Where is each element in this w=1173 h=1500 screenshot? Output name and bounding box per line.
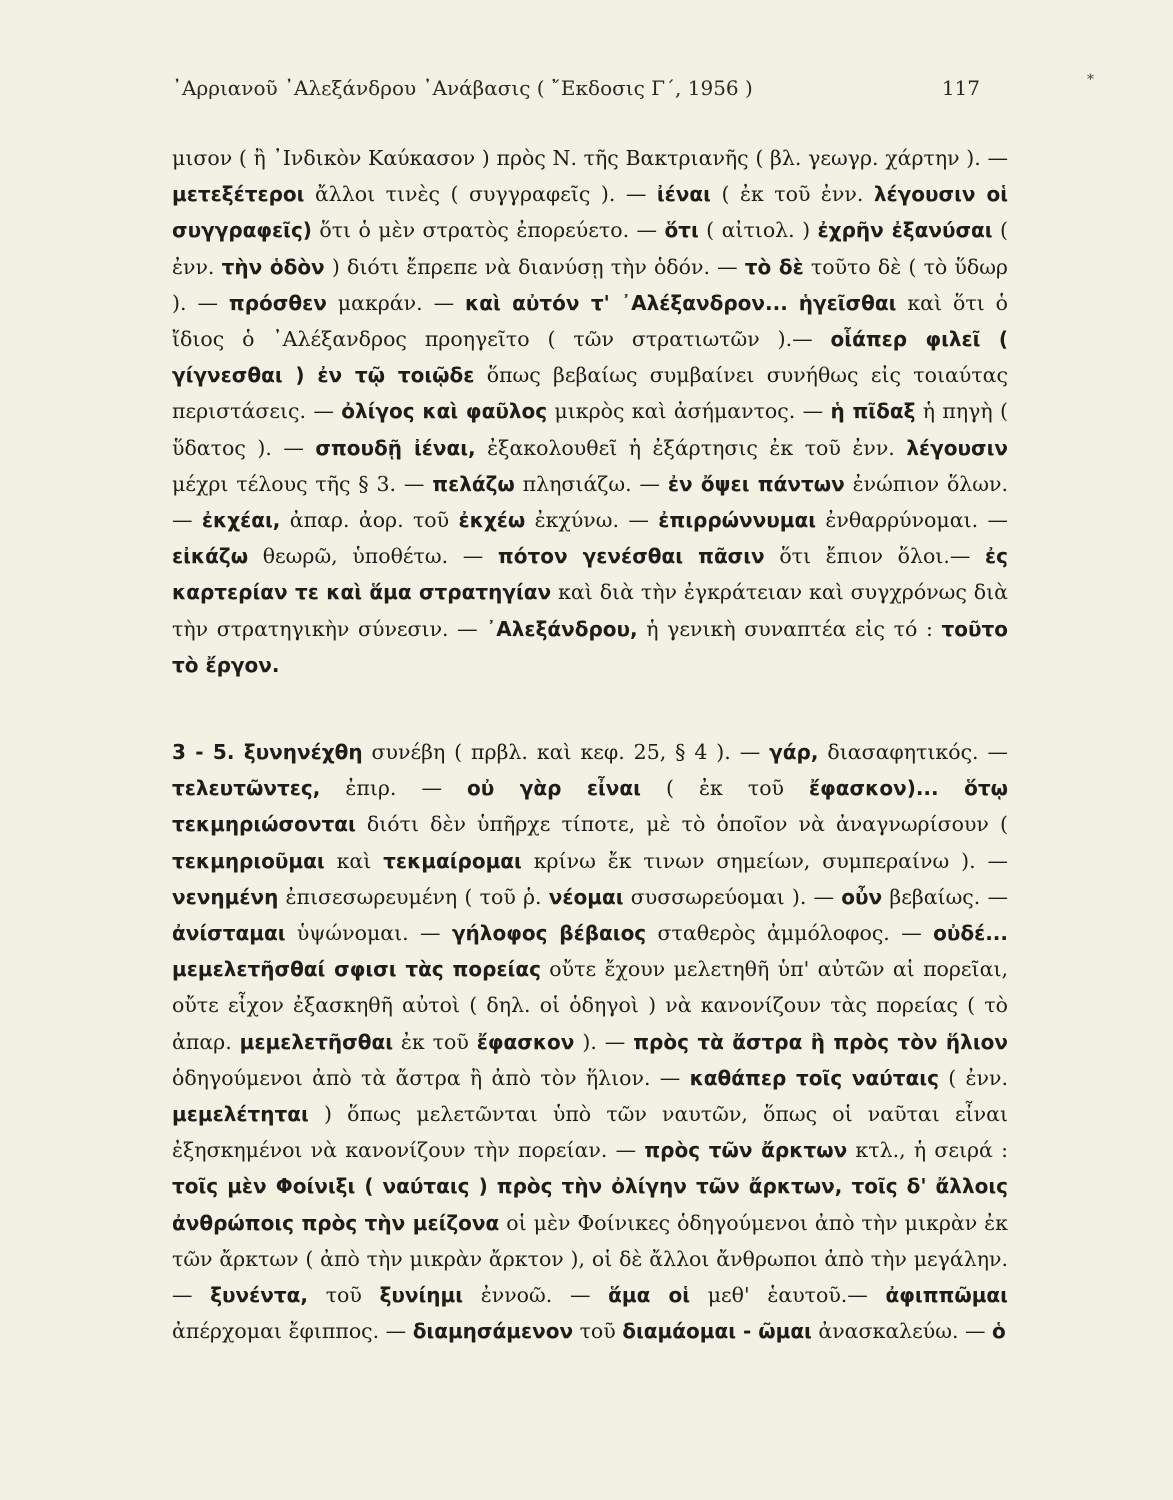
- lemma-term: ἅμα οἱ: [608, 1283, 691, 1308]
- lemma-term: εἰκάζω: [172, 544, 249, 569]
- gloss-text: ἐννοῶ. —: [463, 1283, 609, 1308]
- lemma-term: ἐν ὄψει πάντων: [667, 471, 845, 496]
- lemma-term: τὴν ὁδὸν: [221, 254, 325, 279]
- lemma-term: τεκμηριοῦμαι: [172, 848, 325, 873]
- lemma-term: οὐδέ... μεμελετῆσθαί σφισι τὰς πορείας: [172, 921, 1009, 982]
- lemma-term: οὐ γὰρ εἶναι: [466, 776, 641, 801]
- lemma-term: ὁ: [992, 1319, 1006, 1344]
- gloss-text: ἐξακολουθεῖ ἡ ἐξάρτησις ἐκ τοῦ ἐνν.: [475, 435, 907, 460]
- gloss-text: ἐνώπιον ὅλων. —: [172, 471, 1008, 533]
- gloss-text: [788, 291, 799, 315]
- commentary-paragraph-1: [172, 140, 1008, 683]
- lemma-term: νέομαι: [548, 884, 624, 909]
- header-title: ᾿Αρριανοῦ ᾿Αλεξάνδρου ᾿Ανάβασις ( ῎Εκδοσις Γ΄, 1956 ): [172, 76, 753, 100]
- lemma-term: οὖν: [841, 884, 883, 909]
- lemma-term: ὅτι: [664, 218, 699, 243]
- lemma-term: γήλοφος βέβαιος: [451, 921, 647, 946]
- gloss-text: ἐκ τοῦ: [393, 1029, 477, 1054]
- gloss-text: μακράν. —: [326, 290, 466, 315]
- lemma-term: λέγουσιν οἱ συγγραφεῖς): [172, 182, 1008, 243]
- gloss-text: ) ὅπως μελετῶνται ὑπὸ τῶν ναυτῶν, ὅπως οἱ ναῦται εἶναι ἐξησκημένοι νὰ κανονίζουν τὴν πορείαν. —: [172, 1102, 1008, 1163]
- gloss-text: ἐκχύνω. —: [525, 508, 659, 533]
- lemma-term: καὶ αὐτόν τ' ᾿Αλέξανδρον...: [465, 290, 788, 315]
- lemma-term: ἀνίσταμαι: [172, 921, 286, 946]
- gloss-text: ( ἐνν.: [938, 1065, 1008, 1090]
- lemma-term: νενημένη: [172, 884, 279, 909]
- gloss-text: διότι δὲν ὑπῆρχε τίποτε, μὲ τὸ ὁποῖον νὰ ἀναγνωρίσουν (: [355, 812, 1008, 837]
- lemma-term: διαμάομαι - ῶμαι: [622, 1319, 812, 1344]
- lemma-term: ἡγεῖσθαι: [798, 290, 897, 315]
- gloss-text: τοῦτο δὲ ( τὸ ὕδωρ ). —: [172, 254, 1008, 315]
- lemma-term: ἐς καρτερίαν τε καὶ ἅμα στρατηγίαν: [172, 544, 1009, 605]
- gloss-text: κρίνω ἔκ τινων σημείων, συμπεραίνω ). —: [521, 848, 1008, 873]
- lemma-term: πρὸς τῶν ἄρκτων: [644, 1138, 848, 1163]
- lemma-term: μεμελέτηται: [172, 1102, 309, 1127]
- gloss-text: ἐπισεσωρευμένη ( τοῦ ῥ.: [278, 884, 549, 909]
- lemma-term: μετεξέτεροι: [172, 182, 305, 207]
- lemma-term: ἐπιρρώννυμαι: [658, 508, 817, 533]
- lemma-term: ἡ πῖδαξ: [830, 399, 916, 424]
- lemma-term: ἐκχέαι,: [201, 508, 281, 533]
- lemma-term: ἀφιππῶμαι: [885, 1283, 1008, 1308]
- lemma-term: ξυνίημι: [379, 1283, 464, 1308]
- gloss-text: ἡ γενικὴ συναπτέα εἰς τό :: [637, 616, 942, 641]
- lemma-term: ἐκχέω: [458, 508, 526, 533]
- gloss-text: ἐπιρ. —: [320, 776, 467, 801]
- lemma-term: ξυνέντα,: [210, 1283, 309, 1308]
- lemma-term: ὀλίγος καὶ φαῦλος: [341, 399, 548, 424]
- lemma-term: πρόσθεν: [228, 290, 327, 315]
- gloss-text: ὅτι ὁ μὲν στρατὸς ἐπορεύετο. —: [311, 218, 665, 243]
- gloss-text: τοῦ: [308, 1283, 380, 1308]
- gloss-text: μέχρι τέλους τῆς § 3. —: [172, 471, 433, 496]
- gloss-text: οὔτε ἔχουν μελετηθῆ ὑπ' αὐτῶν αἱ πορεῖαι, οὔτε εἶχον ἐξασκηθῆ αὐτοὶ ( δηλ. οἱ ὁδηγοὶ ) νὰ κανονίζουν τὰς πορείας ( τὸ ἀπαρ.: [172, 957, 1008, 1054]
- gloss-text: ( ἐνν.: [172, 218, 1008, 279]
- lemma-term: διαμησάμενον: [412, 1319, 574, 1344]
- lemma-term: πελάζω: [432, 471, 515, 496]
- lemma-term: ἔφασκον)... ὅτῳ τεκμηριώσονται: [172, 776, 1008, 837]
- lemma-term: μεμελετῆσθαι: [239, 1029, 393, 1054]
- gloss-text: ). —: [574, 1029, 634, 1054]
- gloss-text: θεωρῶ, ὑποθέτω. —: [248, 544, 498, 569]
- gloss-text: πλησιάζω. —: [514, 471, 668, 496]
- lemma-term: ἐχρῆν ἐξανύσαι: [817, 218, 993, 243]
- lemma-term: τὸ δὲ: [744, 254, 804, 279]
- lemma-term: ᾿Αλεξάνδρου,: [486, 616, 638, 641]
- gloss-text: ὑψώνομαι. —: [285, 921, 452, 946]
- gloss-text: ( αἰτιολ. ): [698, 218, 818, 243]
- running-header: [172, 76, 998, 106]
- lemma-term: καθάπερ τοῖς ναύταις: [689, 1065, 939, 1090]
- lemma-term: ξυνηνέχθη: [243, 740, 363, 764]
- gloss-text: ἀνασκαλεύω. —: [811, 1319, 993, 1344]
- gloss-text: ὅπως βεβαίως συμβαίνει συνήθως εἰς τοιαύτας περιστάσεις. —: [172, 363, 1009, 424]
- page-number: 117: [941, 76, 980, 100]
- lemma-term: πότον γενέσθαι πᾶσιν: [497, 544, 765, 569]
- commentary-paragraph-2: [172, 734, 1008, 1349]
- gloss-text: ἀπέρχομαι ἔφιππος. —: [172, 1319, 413, 1344]
- gloss-text: βεβαίως. —: [882, 884, 1009, 909]
- gloss-text: οἱ μὲν Φοίνικες ὁδηγούμενοι ἀπὸ τὴν μικρὰν ἐκ τῶν ἄρκτων ( ἀπὸ τὴν μικρὰν ἄρκτον ), οἱ δὲ ἄλλοι ἄνθρωποι ἀπὸ τὴν μεγάλην. —: [172, 1210, 1008, 1308]
- gloss-text: ὁδηγούμενοι ἀπὸ τὰ ἄστρα ἢ ἀπὸ τὸν ἥλιον. —: [172, 1065, 690, 1090]
- gloss-text: καὶ: [324, 848, 384, 873]
- gloss-text: καὶ διὰ τὴν ἐγκράτειαν καὶ συγχρόνως διὰ τὴν στρατηγικὴν σύνεσιν. —: [172, 580, 1009, 641]
- gloss-text: συνέβη ( πρβλ. καὶ κεφ. 25, § 4 ). —: [362, 740, 770, 764]
- lemma-term: γάρ,: [769, 740, 819, 764]
- lemma-term: λέγουσιν: [906, 435, 1008, 460]
- lemma-term: πρὸς τὰ ἄστρα ἢ πρὸς τὸν ἥλιον: [633, 1029, 1008, 1054]
- gloss-text: συσσωρεύομαι ). —: [623, 884, 842, 909]
- gloss-text: ( ἐκ τοῦ: [640, 776, 810, 801]
- gloss-text: τοῦ: [573, 1319, 623, 1344]
- lemma-term: τοῖς μὲν Φοίνιξι ( ναύταις ) πρὸς τὴν ὀλίγην τῶν ἄρκτων, τοῖς δ' ἄλλοις ἀνθρώποις πρὸς τὴν μείζονα: [172, 1174, 1008, 1235]
- gloss-text: μισον ( ἢ ᾿Ινδικὸν Καύκασον ) πρὸς Ν. τῆς Βακτριανῆς ( βλ. γεωγρ. χάρτην ). —: [172, 146, 1008, 170]
- gloss-text: ἄλλοι τινὲς ( συγγραφεῖς ). —: [304, 182, 657, 207]
- gloss-text: μικρὸς καὶ ἀσήμαντος. —: [547, 399, 831, 424]
- gloss-text: σταθερὸς ἀμμόλοφος. —: [646, 921, 934, 946]
- gloss-text: διασαφητικός. —: [818, 740, 1008, 764]
- lemma-term: τοῦτο τὸ ἔργον.: [172, 616, 1008, 677]
- gloss-text: ὅτι ἔπιον ὅλοι.—: [764, 544, 986, 569]
- gloss-text: ) διότι ἔπρεπε νὰ διανύσῃ τὴν ὁδόν. —: [324, 254, 745, 279]
- gloss-text: καὶ ὅτι ὁ ἴδιος ὁ ᾿Αλέξανδρος προηγεῖτο ( τῶν στρατιωτῶν ).—: [172, 290, 1008, 352]
- corner-mark: *: [1087, 72, 1094, 88]
- gloss-text: ἐνθαρρύνομαι. —: [816, 508, 1008, 533]
- lemma-term: τελευτῶντες,: [172, 776, 321, 801]
- gloss-text: μεθ' ἑαυτοῦ.—: [690, 1283, 886, 1308]
- gloss-text: ( ἐκ τοῦ ἐνν.: [710, 182, 874, 207]
- lemma-term: 3 - 5.: [172, 740, 244, 764]
- lemma-term: σπουδῇ ἰέναι,: [315, 435, 476, 460]
- lemma-term: ἔφασκον: [476, 1029, 575, 1054]
- gloss-text: ἀπαρ. ἀορ. τοῦ: [280, 508, 459, 533]
- lemma-term: τεκμαίρομαι: [383, 848, 522, 873]
- gloss-text: κτλ., ἡ σειρά :: [847, 1138, 1009, 1163]
- lemma-term: ἰέναι: [656, 182, 711, 207]
- lemma-term: οἷάπερ φιλεῖ ( γίγνεσθαι ) ἐν τῷ τοιῷδε: [172, 327, 1008, 388]
- gloss-text: ἡ πηγὴ ( ὕδατος ). —: [172, 399, 1008, 460]
